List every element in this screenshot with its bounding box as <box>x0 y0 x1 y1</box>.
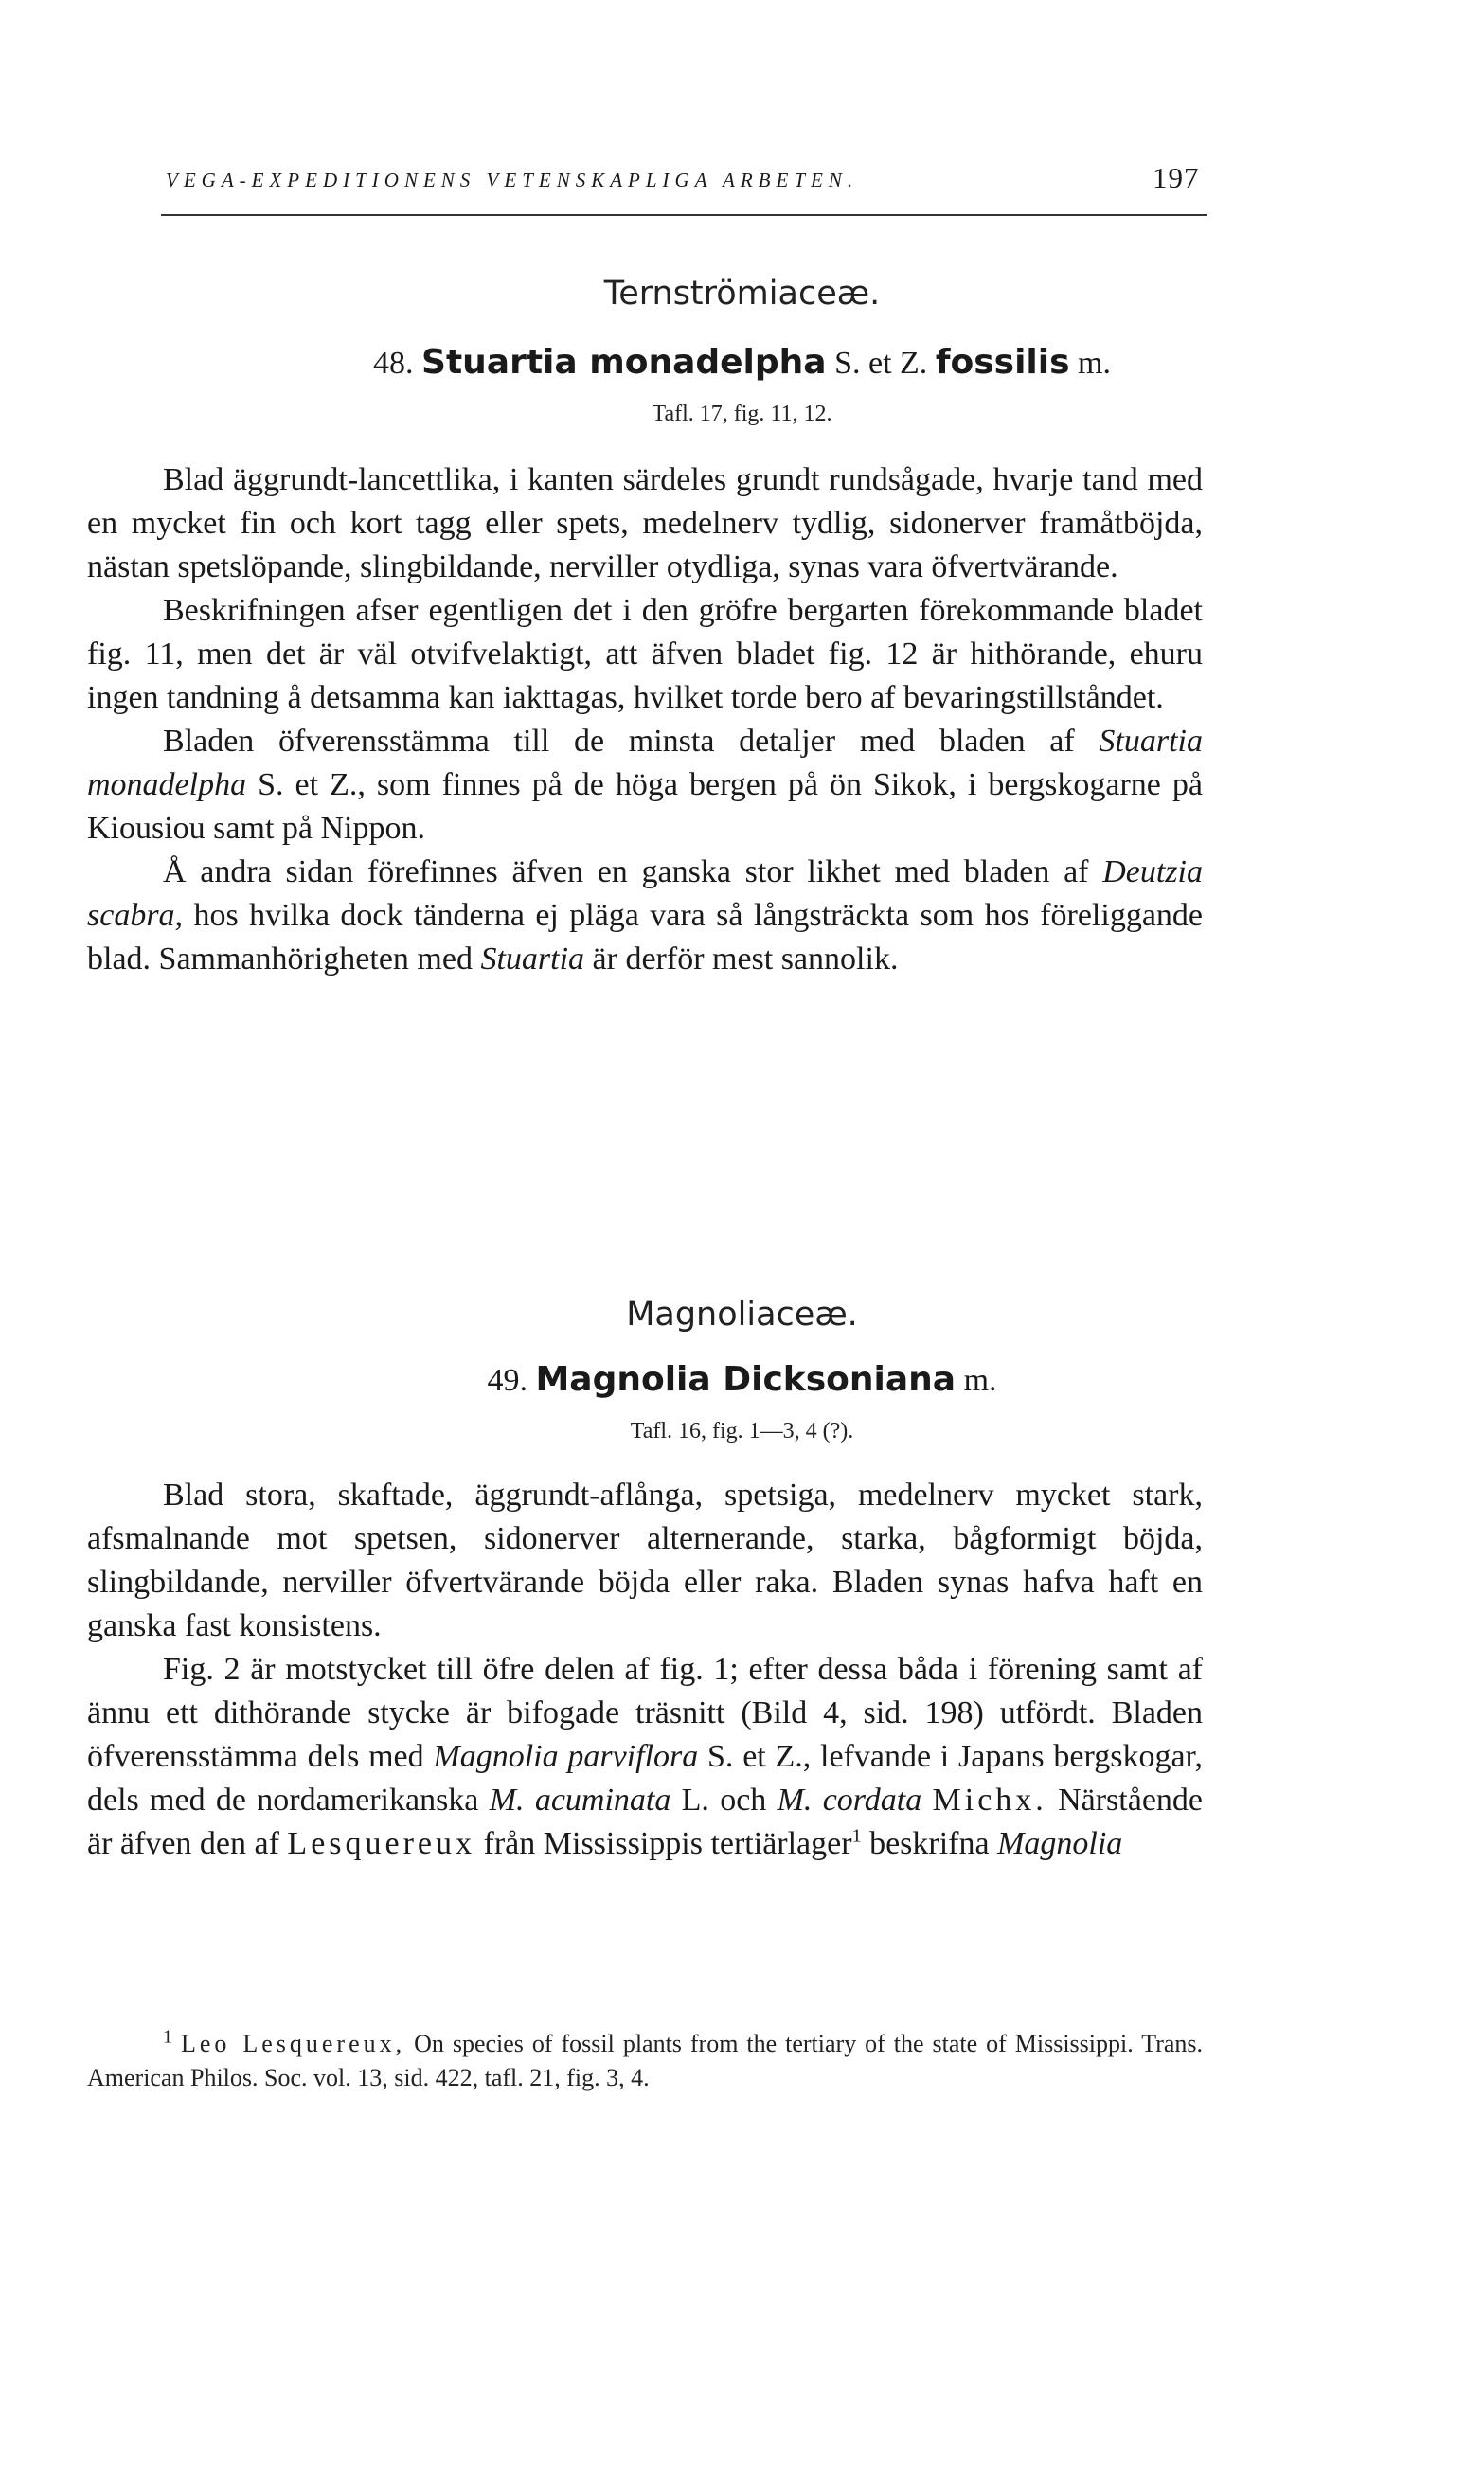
italic-taxon: Magnolia parviflora <box>433 1739 699 1774</box>
italic-taxon: Magnolia <box>997 1826 1123 1861</box>
text-run: Blad äggrundt-lancettlika, i kanten särdeles grundt rundsågade, hvarje tand med en mycket fin och kort tagg eller spets, medelnerv tydlig, sidonerver framåtböjda, nästan spetslöpande, slingbildande, nerviller otydliga, synas vara öfvertvärande. <box>87 462 1203 584</box>
section2-body <box>87 1474 1203 1866</box>
header-rule <box>161 214 1207 216</box>
text-run: Beskrifningen afser egentligen det i den gröfre bergarten förekommande bladet fig. 11, men det är väl otvifvelaktigt, att äfven bladet fig. 12 är hithörande, ehuru ingen tandning å detsamma kan iakttagas, hvilket torde bero af bevaringstillståndet. <box>87 593 1203 715</box>
author-name: Michx. <box>932 1783 1047 1818</box>
paragraph <box>87 458 1203 589</box>
page-number: 197 <box>1153 161 1200 194</box>
text-run: Bladen öfverensstämma till de minsta detaljer med bladen af <box>163 724 1100 759</box>
footnote-marker: 1 <box>163 2026 172 2048</box>
plate-reference: Tafl. 17, fig. 11, 12. <box>652 402 832 426</box>
italic-taxon: Stuartia monadelpha <box>87 724 1203 802</box>
species-name: Magnolia Dicksoniana <box>535 1360 957 1399</box>
species-status: fossilis <box>935 343 1070 382</box>
text-run: beskrifna <box>861 1826 998 1861</box>
species-suffix: m. <box>963 1363 997 1398</box>
italic-taxon: M. acuminata <box>489 1783 671 1818</box>
species-suffix: m. <box>1078 346 1111 381</box>
species-heading-49 <box>0 1360 1484 1399</box>
italic-taxon: Deutzia scabra, <box>87 854 1203 933</box>
species-name: Stuartia monadelpha <box>421 343 827 382</box>
species-authors: S. et Z. <box>834 346 928 381</box>
author-name: Lesquereux <box>287 1826 476 1861</box>
text-run: är derför mest sannolik. <box>584 941 899 977</box>
text-run: Närstående är äfven den af <box>87 1783 1204 1861</box>
text-run: från Mississippis tertiärlager <box>475 1826 852 1861</box>
italic-taxon: M. cordata <box>777 1783 922 1818</box>
running-head: VEGA-EXPEDITIONENS VETENSKAPLIGA ARBETEN. <box>166 169 859 191</box>
paragraph <box>87 1474 1203 1648</box>
footnote-marker: 1 <box>851 1825 862 1847</box>
species-heading-48 <box>0 343 1484 382</box>
species-number: 49. <box>487 1363 527 1398</box>
text-run: Blad stora, skaftade, äggrundt-aflånga, spetsiga, medelnerv mycket stark, afsmalnande mot spetsen, sidonerver alternerande, starka, bågformigt böjda, slingbildande, nerviller öfvertvärande böjda eller raka. Bladen synas hafva haft en ganska fast konsistens. <box>87 1478 1203 1643</box>
species-number: 48. <box>373 346 414 381</box>
text-run: L. och <box>670 1783 778 1818</box>
paragraph <box>87 1648 1203 1866</box>
text-run: S. et Z., lefvande i Japans bergskogar, dels med de nordamerikanska <box>87 1739 1203 1818</box>
plate-reference: Tafl. 16, fig. 1—3, 4 (?). <box>630 1419 854 1443</box>
footnote <box>87 2027 1203 2095</box>
text-run: Fig. 2 är motstycket till öfre delen af fig. 1; efter dessa båda i förening samt af ännu ett dithörande stycke är bifogade träsnitt (Bild 4, sid. 198) utfördt. Bladen öfverensstämma dels med <box>87 1652 1203 1774</box>
paragraph <box>87 720 1203 851</box>
footnote-author: Leo Lesquereux, <box>180 2030 406 2057</box>
text-run: hos hvilka dock tänderna ej pläga vara så långsträckta som hos föreliggande blad. Sammanhörigheten med <box>87 898 1203 977</box>
footnote-text <box>87 2027 1203 2095</box>
paragraph <box>87 589 1203 720</box>
italic-taxon: Stuartia <box>480 941 585 977</box>
family-heading-magnoliaceae: Magnoliaceæ. <box>626 1296 858 1334</box>
text-run: S. et Z., som finnes på de höga bergen på ön Sikok, i bergskogarne på Kiousiou samt på Nippon. <box>87 767 1203 846</box>
family-heading-ternstroemiaceae: Ternströmiaceæ. <box>603 275 881 313</box>
footnote-body: On species of fossil plants from the tertiary of the state of Mississippi. Trans. American Philos. Soc. vol. 13, sid. 422, tafl. 21, fig. 3, 4. <box>87 2030 1204 2091</box>
text-run <box>921 1783 932 1818</box>
text-run: Å andra sidan förefinnes äfven en ganska stor likhet med bladen af <box>163 854 1103 889</box>
section1-body <box>87 458 1203 981</box>
paragraph <box>87 851 1203 981</box>
